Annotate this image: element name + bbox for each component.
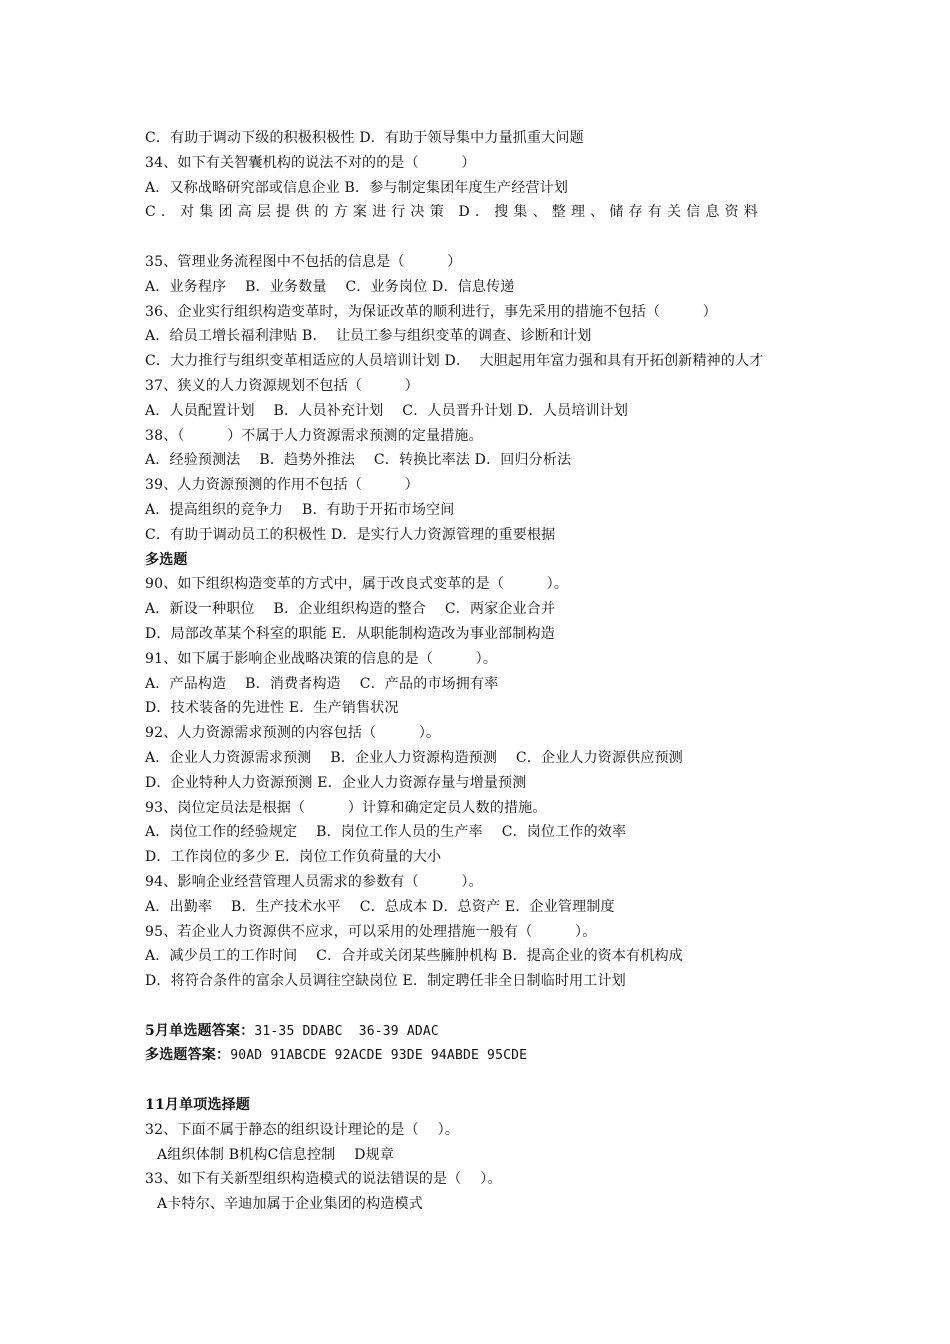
question-91: 91、如下属于影响企业战略决策的信息的是（ ）。: [145, 650, 498, 667]
question-32: 32、下面不属于静态的组织设计理论的是（ ）。: [145, 1121, 460, 1138]
option-line: A．业务程序 B．业务数量 C．业务岗位 D．信息传递: [145, 278, 515, 295]
section-heading: 多选题: [145, 551, 188, 568]
option-line: A．人员配置计划 B．人员补充计划 C．人员晋升计划 D．人员培训计划: [145, 402, 629, 419]
option-line: D．将符合条件的富余人员调往空缺岗位 E．制定聘任非全日制临时用工计划: [145, 973, 626, 990]
option-line: A组织体制 B机构C信息控制 D规章: [157, 1146, 395, 1163]
option-line: A．岗位工作的经验规定 B．岗位工作人员的生产率 C．岗位工作的效率: [145, 824, 627, 841]
question-93: 93、岗位定员法是根据（ ）计算和确定定员人数的措施。: [145, 799, 547, 816]
blank-line: [145, 225, 845, 250]
option-line: C．大力推行与组织变革相适应的人员培训计划 D． 大胆起用年富力强和具有开拓创新精神的人才: [145, 353, 764, 370]
option-line: A．给员工增长福利津贴 B． 让员工参与组织变革的调查、诊断和计划: [145, 328, 592, 345]
option-line: A．提高组织的竞争力 B．有助于开拓市场空间: [145, 501, 455, 518]
question-33: 33、如下有关新型组织构造模式的说法错误的是（ ）。: [145, 1171, 502, 1188]
question-95: 95、若企业人力资源供不应求，可以采用的处理措施一般有（ ）。: [145, 923, 597, 940]
option-line: C．对集团高层提供的方案进行决策 D．搜集、整理、储存有关信息资料: [145, 204, 763, 221]
option-line: A．产品构造 B．消费者构造 C．产品的市场拥有率: [145, 675, 499, 692]
multi-answers: [145, 1043, 845, 1068]
multi-answers-label: 多选题答案：: [145, 1047, 231, 1064]
question-94: 94、影响企业经营管理人员需求的参数有（ ）。: [145, 873, 483, 890]
option-line: A．又称战略研究部或信息企业 B．参与制定集团年度生产经营计划: [145, 179, 569, 196]
option-line: A．减少员工的工作时间 C．合并或关闭某些臃肿机构 B．提高企业的资本有机构成: [145, 948, 684, 965]
option-line: A．出勤率 B．生产技术水平 C．总成本 D．总资产 E．企业管理制度: [145, 898, 615, 915]
single-answers-value: 31-35 DDABC 36-39 ADAC: [254, 1023, 439, 1039]
november-heading: 11月单项选择题: [145, 1097, 251, 1114]
option-line: A．企业人力资源需求预测 B．企业人力资源构造预测 C．企业人力资源供应预测: [145, 749, 684, 766]
question-38: 38、（ ）不属于人力资源需求预测的定量措施。: [145, 427, 483, 444]
option-line: D．工作岗位的多少 E．岗位工作负荷量的大小: [145, 849, 442, 866]
option-line: D．技术装备的先进性 E．生产销售状况: [145, 700, 399, 717]
blank-line: [145, 1068, 845, 1093]
option-line: C．有助于调动下级的积极积极性 D．有助于领导集中力量抓重大问题: [145, 130, 584, 146]
single-answers-label: 5月单选题答案：: [145, 1022, 255, 1039]
question-39: 39、人力资源预测的作用不包括（ ）: [145, 477, 419, 494]
option-line: D．企业特种人力资源预测 E．企业人力资源存量与增量预测: [145, 774, 527, 791]
question-90: 90、如下组织构造变革的方式中，属于改良式变革的是（ ）。: [145, 576, 569, 593]
blank-line: [145, 994, 845, 1019]
multi-answers-value: 90AD 91ABCDE 92ACDE 93DE 94ABDE 95CDE: [230, 1048, 528, 1064]
single-answers: [145, 1019, 845, 1044]
question-35: 35、管理业务流程图中不包括的信息是（ ）: [145, 253, 462, 270]
question-36: 36、企业实行组织构造变革时，为保证改革的顺利进行，事先采用的措施不包括（ ）: [145, 303, 718, 320]
question-37: 37、狭义的人力资源规划不包括（ ）: [145, 377, 419, 394]
option-line: A卡特尔、辛迪加属于企业集团的构造模式: [157, 1196, 423, 1213]
option-line: A．新设一种职位 B．企业组织构造的整合 C．两家企业合并: [145, 601, 556, 618]
question-92: 92、人力资源需求预测的内容包括（ ）。: [145, 725, 441, 742]
option-line: A．经验预测法 B．趋势外推法 C．转换比率法 D．回归分析法: [145, 452, 572, 469]
document-content: [145, 126, 845, 1217]
question-34: 34、如下有关智囊机构的说法不对的的是（ ）: [145, 154, 476, 171]
option-line: D．局部改革某个科室的职能 E．从职能制构造改为事业部制构造: [145, 625, 555, 642]
option-line: C．有助于调动员工的积极性 D．是实行人力资源管理的重要根据: [145, 526, 556, 543]
